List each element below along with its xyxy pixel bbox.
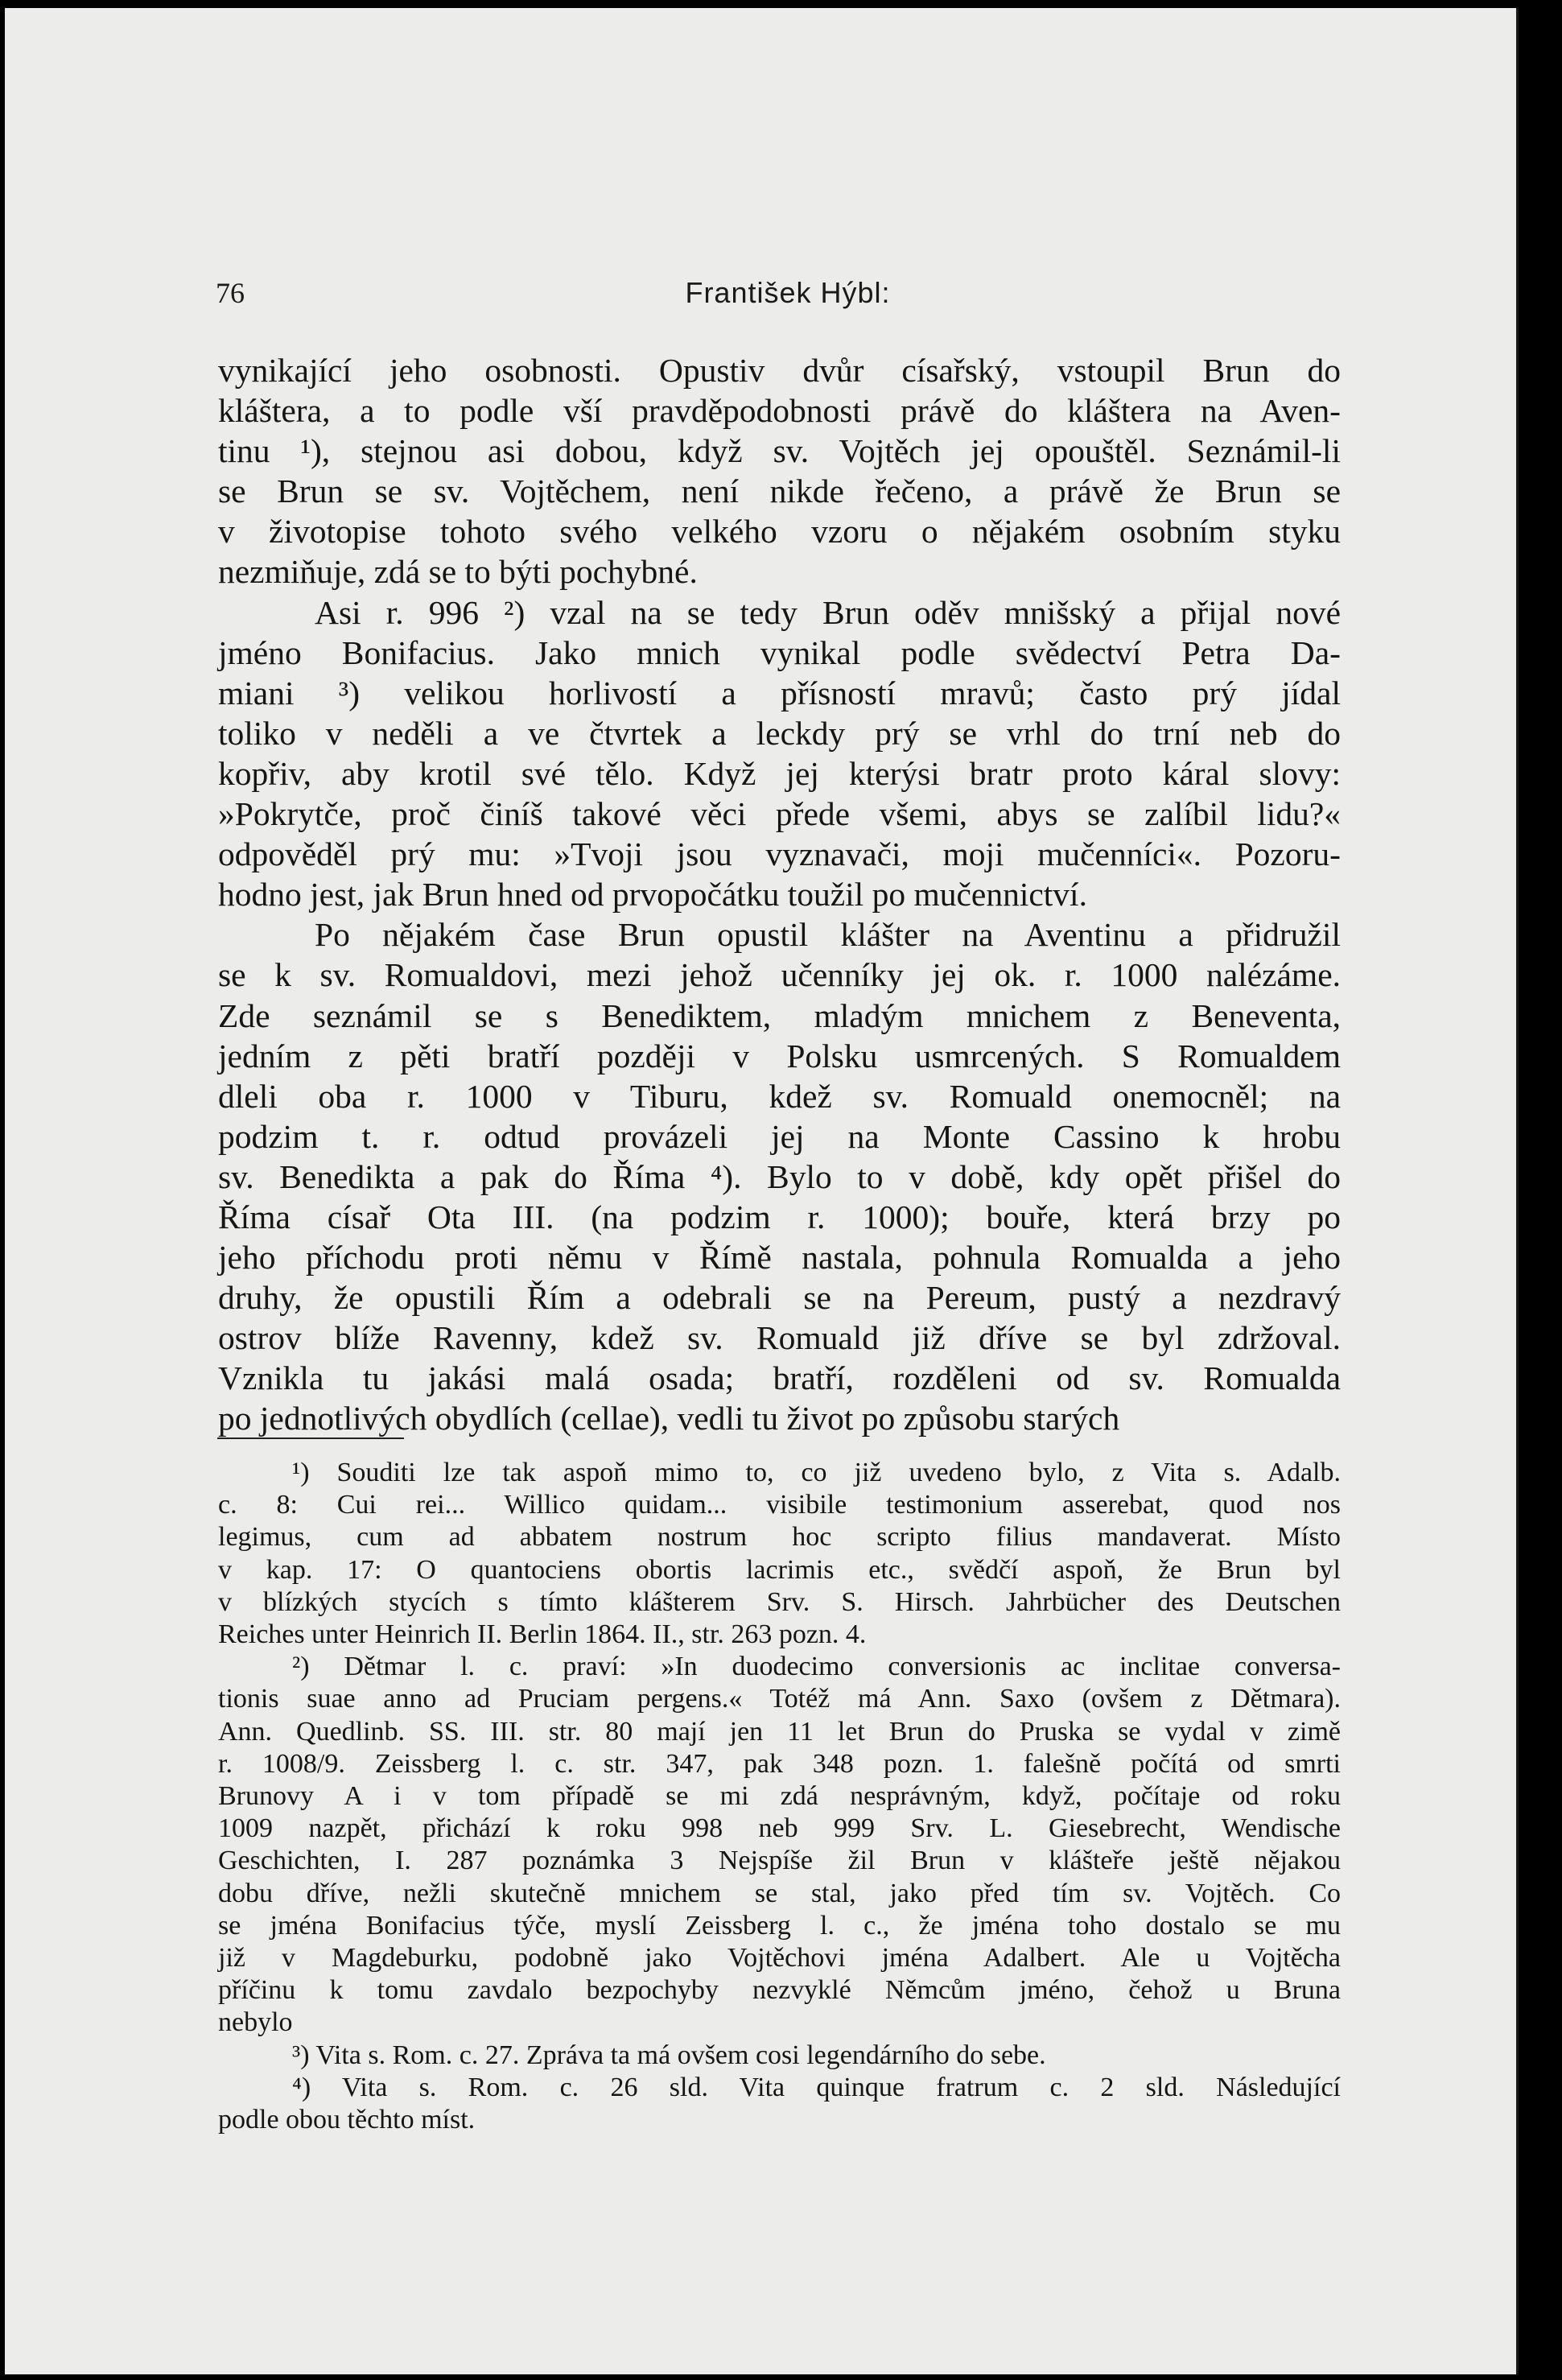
footnote-line: tionis suae anno ad Pruciam pergens.« Totéž má Ann. Saxo (ovšem z Dětmara). xyxy=(218,1684,1341,1714)
footnote-line: nebylo xyxy=(218,2007,293,2038)
running-title: František Hýbl: xyxy=(685,276,891,309)
text-line: sv. Benedikta a pak do Říma ⁴). Bylo to v době, kdy opět přišel do xyxy=(218,1157,1341,1195)
page-header xyxy=(216,276,1360,316)
text-line: jedním z pěti bratří později v Polsku usmrcených. S Romualdem xyxy=(218,1037,1341,1075)
footnote-line: c. 8: Cui rei... Willico quidam... visibile testimonium asserebat, quod nos xyxy=(218,1490,1341,1520)
footnote-separator xyxy=(217,1437,404,1439)
footnote-line: ¹) Souditi lze tak aspoň mimo to, co již uvedeno bylo, z Vita s. Adalb. xyxy=(292,1458,1341,1487)
main-text xyxy=(218,350,1341,1439)
paragraph xyxy=(218,914,1341,1438)
text-line: se k sv. Romualdovi, mezi jehož učenníky jej ok. r. 1000 nalézáme. xyxy=(218,956,1341,994)
text-line: dleli oba r. 1000 v Tiburu, kdež sv. Romuald onemocněl; na xyxy=(218,1077,1341,1115)
text-line: kláštera, a to podle vší pravděpodobnosti právě do kláštera na Aven- xyxy=(218,392,1341,430)
footnote-list xyxy=(218,1457,1341,2136)
text-line: odpověděl prý mu: »Tvoji jsou vyznavači, moji mučenníci«. Pozoru- xyxy=(218,835,1341,873)
footnote-line: příčinu k tomu zavdalo bezpochyby nezvyklé Němcům jméno, čehož u Bruna xyxy=(218,1975,1341,2006)
footnote-line: podle obou těchto míst. xyxy=(218,2105,476,2135)
text-line: ostrov blíže Ravenny, kdež sv. Romuald již dříve se byl zdržoval. xyxy=(218,1319,1341,1357)
text-line: po jednotlivých obydlích (cellae), vedli tu život po způsobu starých xyxy=(218,1400,1120,1437)
text-line: toliko v neděli a ve čtvrtek a leckdy prý se vrhl do trní neb do xyxy=(218,714,1341,752)
text-line: Po nějakém čase Brun opustil klášter na Aventinu a přidružil xyxy=(315,916,1341,954)
paragraph-list xyxy=(218,350,1341,1439)
text-line: kopřiv, aby krotil své tělo. Když jej kterýsi bratr proto káral slovy: xyxy=(218,754,1341,792)
footnote xyxy=(218,2072,1341,2136)
text-line: Zde seznámil se s Benediktem, mladým mnichem z Beneventa, xyxy=(218,996,1341,1034)
footnote-line: dobu dříve, nežli skutečně mnichem se stal, jako před tím sv. Vojtěch. Co xyxy=(218,1878,1341,1908)
footnote-line: již v Magdeburku, podobně jako Vojtěchovi jména Adalbert. Ale u Vojtěcha xyxy=(218,1943,1341,1974)
text-line: jeho příchodu proti němu v Římě nastala, pohnula Romualda a jeho xyxy=(218,1239,1341,1277)
text-line: v životopise tohoto svého velkého vzoru o nějakém osobním styku xyxy=(218,513,1341,551)
footnote-line: Ann. Quedlinb. SS. III. str. 80 mají jen 11 let Brun do Pruska se vydal v zimě xyxy=(218,1716,1341,1747)
footnote xyxy=(218,1457,1341,1651)
text-line: se Brun se sv. Vojtěchem, není nikde řečeno, a právě že Brun se xyxy=(218,472,1341,510)
footnote-line: v kap. 17: O quantociens obortis lacrimis etc., svědčí aspoň, že Brun byl xyxy=(218,1554,1341,1585)
footnote-line: Brunovy A i v tom případě se mi zdá nesprávným, když, počítaje od roku xyxy=(218,1781,1341,1812)
footnote xyxy=(218,1651,1341,2039)
text-line: hodno jest, jak Brun hned od prvopočátku toužil po mučennictví. xyxy=(218,876,1087,914)
text-line: nezmiňuje, zdá se to býti pochybné. xyxy=(218,553,698,591)
paragraph xyxy=(218,350,1341,592)
text-line: jméno Bonifacius. Jako mnich vynikal podle svědectví Petra Da- xyxy=(218,633,1341,671)
text-line: Vznikla tu jakási malá osada; bratří, rozděleni od sv. Romualda xyxy=(218,1359,1341,1397)
text-line: druhy, že opustili Řím a odebrali se na Pereum, pustý a nezdravý xyxy=(218,1279,1341,1317)
text-line: miani ³) velikou horlivostí a přísností mravů; často prý jídal xyxy=(218,674,1341,712)
text-line: vynikající jeho osobnosti. Opustiv dvůr císařský, vstoupil Brun do xyxy=(218,352,1341,389)
text-line: »Pokrytče, proč činíš takové věci přede všemi, abys se zalíbil lidu?« xyxy=(218,795,1341,833)
footnote-line: ³) Vita s. Rom. c. 27. Zpráva ta má ovšem cosi legendárního do sebe. xyxy=(292,2040,1046,2070)
text-line: Asi r. 996 ²) vzal na se tedy Brun oděv mnišský a přijal nové xyxy=(315,593,1341,631)
footnote-line: ⁴) Vita s. Rom. c. 26 sld. Vita quinque fratrum c. 2 sld. Následující xyxy=(292,2072,1341,2102)
footnote-line: r. 1008/9. Zeissberg l. c. str. 347, pak 348 pozn. 1. falešně počítá od smrti xyxy=(218,1748,1341,1779)
footnotes xyxy=(218,1457,1341,2136)
footnote-line: Reiches unter Heinrich II. Berlin 1864. II., str. 263 pozn. 4. xyxy=(218,1619,867,1650)
footnote-line: Geschichten, I. 287 poznámka 3 Nejspíše žil Brun v klášteře ještě nějakou xyxy=(218,1846,1341,1876)
footnote-line: 1009 nazpět, přichází k roku 998 neb 999 Srv. L. Giesebrecht, Wendische xyxy=(218,1813,1341,1844)
text-line: podzim t. r. odtud provázeli jej na Monte Cassino k hrobu xyxy=(218,1117,1341,1155)
paragraph xyxy=(218,592,1341,915)
footnote-line: v blízkých stycích s tímto klášterem Srv. S. Hirsch. Jahrbücher des Deutschen xyxy=(218,1586,1341,1617)
footnote-line: legimus, cum ad abbatem nostrum hoc scripto filius mandaverat. Místo xyxy=(218,1522,1341,1553)
footnote xyxy=(218,2040,1341,2072)
book-page xyxy=(5,8,1519,2374)
page-number: 76 xyxy=(216,277,245,309)
text-line: Říma císař Ota III. (na podzim r. 1000); bouře, která brzy po xyxy=(218,1198,1341,1235)
text-line: tinu ¹), stejnou asi dobou, když sv. Vojtěch jej opouštěl. Seznámil-li xyxy=(218,432,1341,470)
footnote-line: ²) Dětmar l. c. praví: »In duodecimo conversionis ac inclitae conversa- xyxy=(292,1652,1341,1682)
footnote-line: se jména Bonifacius týče, myslí Zeissberg l. c., že jména toho dostalo se mu xyxy=(218,1910,1341,1941)
